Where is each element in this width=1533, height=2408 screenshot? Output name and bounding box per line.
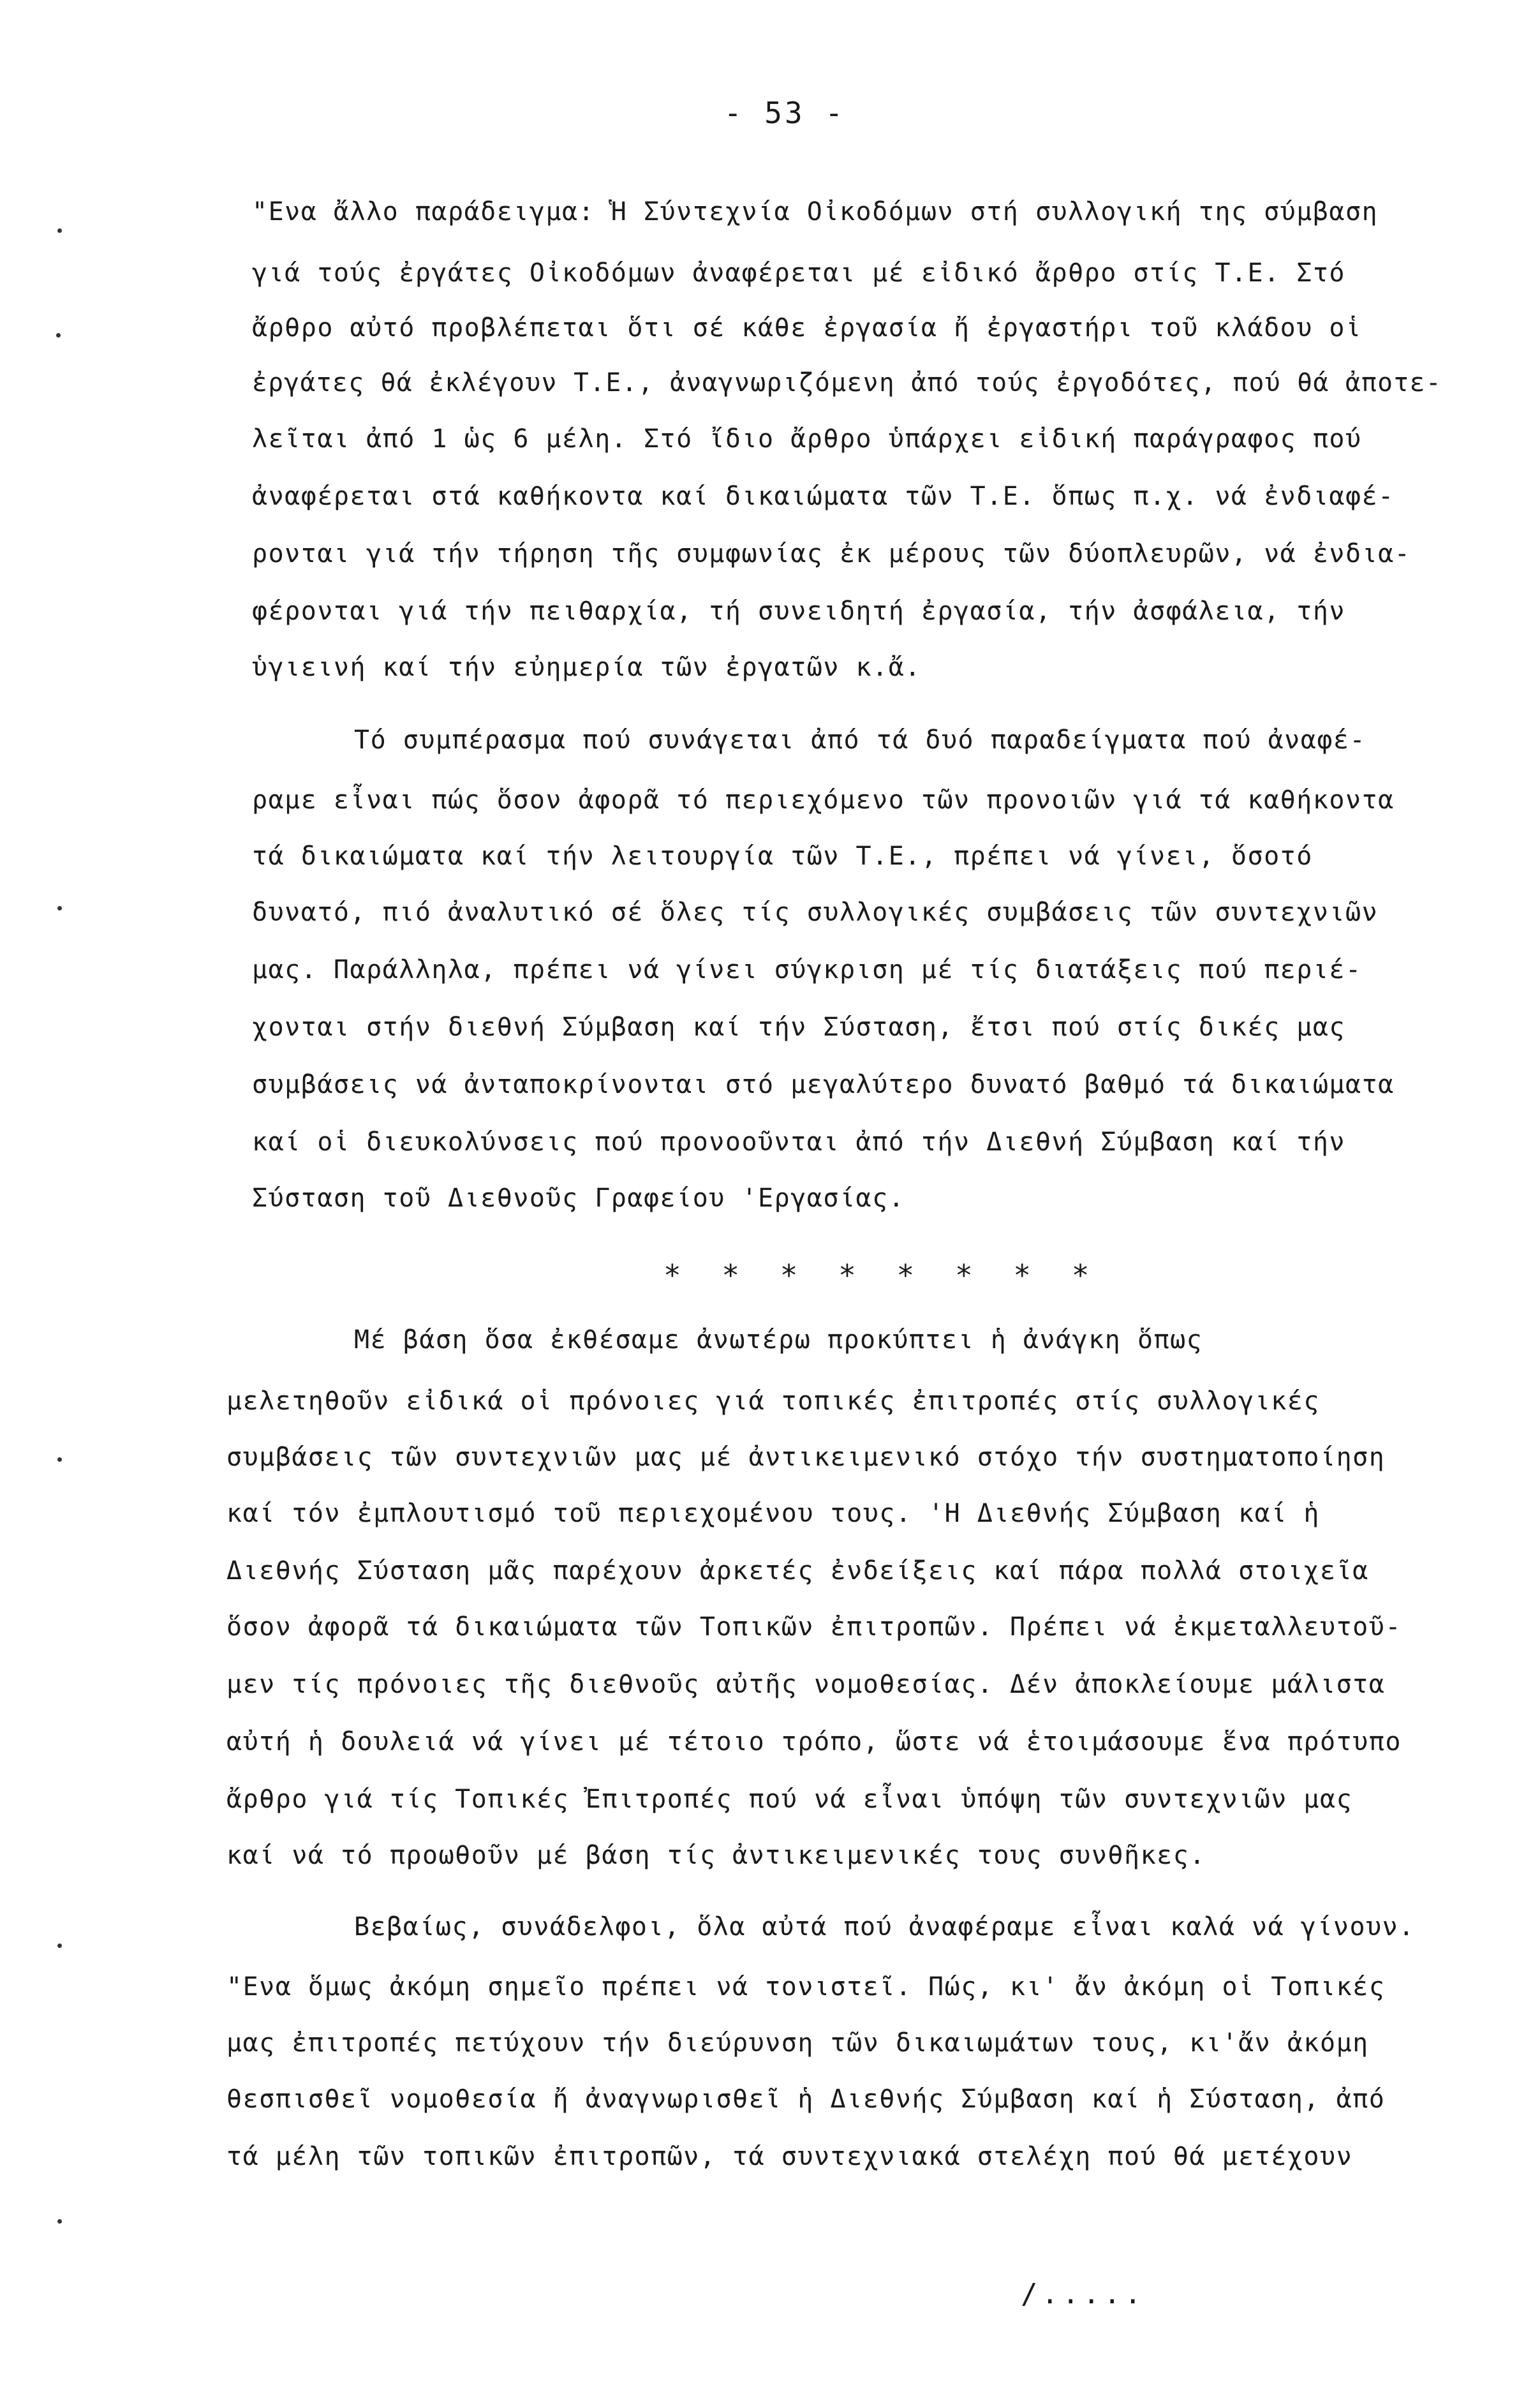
paragraph-2-line-9: Σύσταση τοῦ Διεθνοῦς Γραφείου 'Εργασίας. bbox=[252, 1184, 905, 1213]
paragraph-2-line-4: δυνατό, πιό ἀναλυτικό σέ ὅλες τίς συλλογικές συμβάσεις τῶν συντεχνιῶν bbox=[252, 898, 1379, 927]
paragraph-1-line-3: ἄρθρο αὐτό προβλέπεται ὅτι σέ κάθε ἐργασία ἤ ἐργαστήρι τοῦ κλάδου οἱ bbox=[252, 313, 1362, 343]
margin-speck bbox=[57, 228, 62, 233]
margin-speck bbox=[56, 333, 61, 338]
paragraph-2-line-3: τά δικαιώματα καί τήν λειτουργία τῶν Τ.Ε., πρέπει νά γίνει, ὅσοτό bbox=[252, 842, 1313, 871]
continuation-mark: /..... bbox=[1021, 2278, 1145, 2310]
page-number: - 53 - bbox=[723, 96, 846, 130]
paragraph-1-line-2: γιά τούς ἐργάτες Οἰκοδόμων ἀναφέρεται μέ εἰδικό ἄρθρο στίς Τ.Ε. Στό bbox=[252, 258, 1345, 288]
paragraph-3-line-7: μεν τίς πρόνοιες τῆς διεθνοῦς αὐτῆς νομοθεσίας. Δέν ἀποκλείουμε μάλιστα bbox=[226, 1670, 1386, 1699]
paragraph-3-line-10: καί νά τό προωθοῦν μέ βάση τίς ἀντικειμενικές τους συνθῆκες. bbox=[226, 1841, 1206, 1870]
paragraph-1-line-8: φέρονται γιά τήν πειθαρχία, τή συνειδητή ἐργασία, τήν ἀσφάλεια, τήν bbox=[252, 597, 1345, 626]
section-separator: * * * * * * * * bbox=[663, 1258, 1101, 1293]
margin-speck bbox=[57, 906, 62, 910]
margin-speck bbox=[57, 2219, 62, 2224]
paragraph-4-line-2: "Ενα ὅμως ἀκόμη σημεῖο πρέπει νά τονιστεῖ. Πώς, κι' ἄν ἀκόμη οἱ Τοπικές bbox=[226, 1972, 1386, 2002]
paragraph-4-line-4: θεσπισθεῖ νομοθεσία ἤ ἀναγνωρισθεῖ ἡ Διεθνής Σύμβαση καί ἡ Σύσταση, ἀπό bbox=[226, 2085, 1386, 2114]
paragraph-3-line-3: συμβάσεις τῶν συντεχνιῶν μας μέ ἀντικειμενικό στόχο τήν συστηματοποίηση bbox=[226, 1443, 1386, 1472]
paragraph-2-line-5: μας. Παράλληλα, πρέπει νά γίνει σύγκριση μέ τίς διατάξεις πού περιέ- bbox=[252, 955, 1362, 985]
paragraph-4-line-1: Βεβαίως, συνάδελφοι, ὅλα αὐτά πού ἀναφέραμε εἶναι καλά νά γίνουν. bbox=[354, 1912, 1415, 1942]
margin-speck bbox=[57, 1943, 62, 1948]
paragraph-3-line-5: Διεθνής Σύσταση μᾶς παρέχουν ἀρκετές ἐνδείξεις καί πάρα πολλά στοιχεῖα bbox=[226, 1556, 1369, 1586]
paragraph-3-line-6: ὅσον ἀφορᾶ τά δικαιώματα τῶν Τοπικῶν ἐπιτροπῶν. Πρέπει νά ἐκμεταλλευτοῦ- bbox=[226, 1612, 1402, 1642]
paragraph-4-line-3: μας ἐπιτροπές πετύχουν τήν διεύρυνση τῶν δικαιωμάτων τους, κι'ἄν ἀκόμη bbox=[226, 2028, 1369, 2058]
paragraph-2-line-8: καί οἱ διευκολύνσεις πού προνοοῦνται ἀπό τήν Διεθνή Σύμβαση καί τήν bbox=[252, 1127, 1345, 1157]
paragraph-3-line-4: καί τόν ἐμπλουτισμό τοῦ περιεχομένου τους. 'Η Διεθνής Σύμβαση καί ἡ bbox=[226, 1499, 1320, 1528]
paragraph-1-line-1: "Ενα ἄλλο παράδειγμα: Ἡ Σύντεχνία Οἰκοδόμων στή συλλογική της σύμβαση bbox=[252, 197, 1379, 227]
paragraph-1-line-6: ἀναφέρεται στά καθήκοντα καί δικαιώματα τῶν Τ.Ε. ὅπως π.χ. νά ἐνδιαφέ- bbox=[252, 482, 1395, 511]
paragraph-2-line-1: Τό συμπέρασμα πού συνάγεται ἀπό τά δυό παραδείγματα πού ἀναφέ- bbox=[354, 725, 1366, 755]
paragraph-3-line-9: ἄρθρο γιά τίς Τοπικές Ἐπιτροπές πού νά εἶναι ὑπόψη τῶν συντεχνιῶν μας bbox=[226, 1785, 1353, 1814]
paragraph-3-line-1: Μέ βάση ὅσα ἐκθέσαμε ἀνωτέρω προκύπτει ἡ ἀνάγκη ὅπως bbox=[354, 1325, 1203, 1355]
paragraph-2-line-7: συμβάσεις νά ἀνταποκρίνονται στό μεγαλύτερο δυνατό βαθμό τά δικαιώματα bbox=[252, 1070, 1395, 1099]
paragraph-2-line-6: χονται στήν διεθνή Σύμβαση καί τήν Σύσταση, ἔτσι πού στίς δικές μας bbox=[252, 1013, 1345, 1042]
paragraph-4-line-5: τά μέλη τῶν τοπικῶν ἐπιτροπῶν, τά συντεχνιακά στελέχη πού θά μετέχουν bbox=[226, 2142, 1353, 2171]
paragraph-1-line-5: λεῖται ἀπό 1 ὡς 6 μέλη. Στό ἴδιο ἄρθρο ὑπάρχει εἰδική παράγραφος πού bbox=[252, 424, 1362, 454]
paragraph-1-line-7: ρονται γιά τήν τήρηση τῆς συμφωνίας ἐκ μέρους τῶν δύοπλευρῶν, νά ἐνδια- bbox=[252, 539, 1411, 569]
paragraph-3-line-8: αὐτή ἡ δουλειά νά γίνει μέ τέτοιο τρόπο, ὥστε νά ἑτοιμάσουμε ἕνα πρότυπο bbox=[226, 1727, 1402, 1757]
margin-speck bbox=[57, 1457, 62, 1462]
paragraph-1-line-4: ἐργάτες θά ἐκλέγουν Τ.Ε., ἀναγνωριζόμενη ἀπό τούς ἐργοδότες, πού θά ἀποτε- bbox=[252, 368, 1442, 398]
paragraph-1-line-9: ὑγιεινή καί τήν εὐημερία τῶν ἐργατῶν κ.ἄ. bbox=[252, 653, 921, 682]
paragraph-2-line-2: ραμε εἶναι πώς ὅσον ἀφορᾶ τό περιεχόμενο τῶν προνοιῶν γιά τά καθήκοντα bbox=[252, 785, 1395, 815]
paragraph-3-line-2: μελετηθοῦν εἰδικά οἱ πρόνοιες γιά τοπικές ἐπιτροπές στίς συλλογικές bbox=[226, 1386, 1320, 1416]
